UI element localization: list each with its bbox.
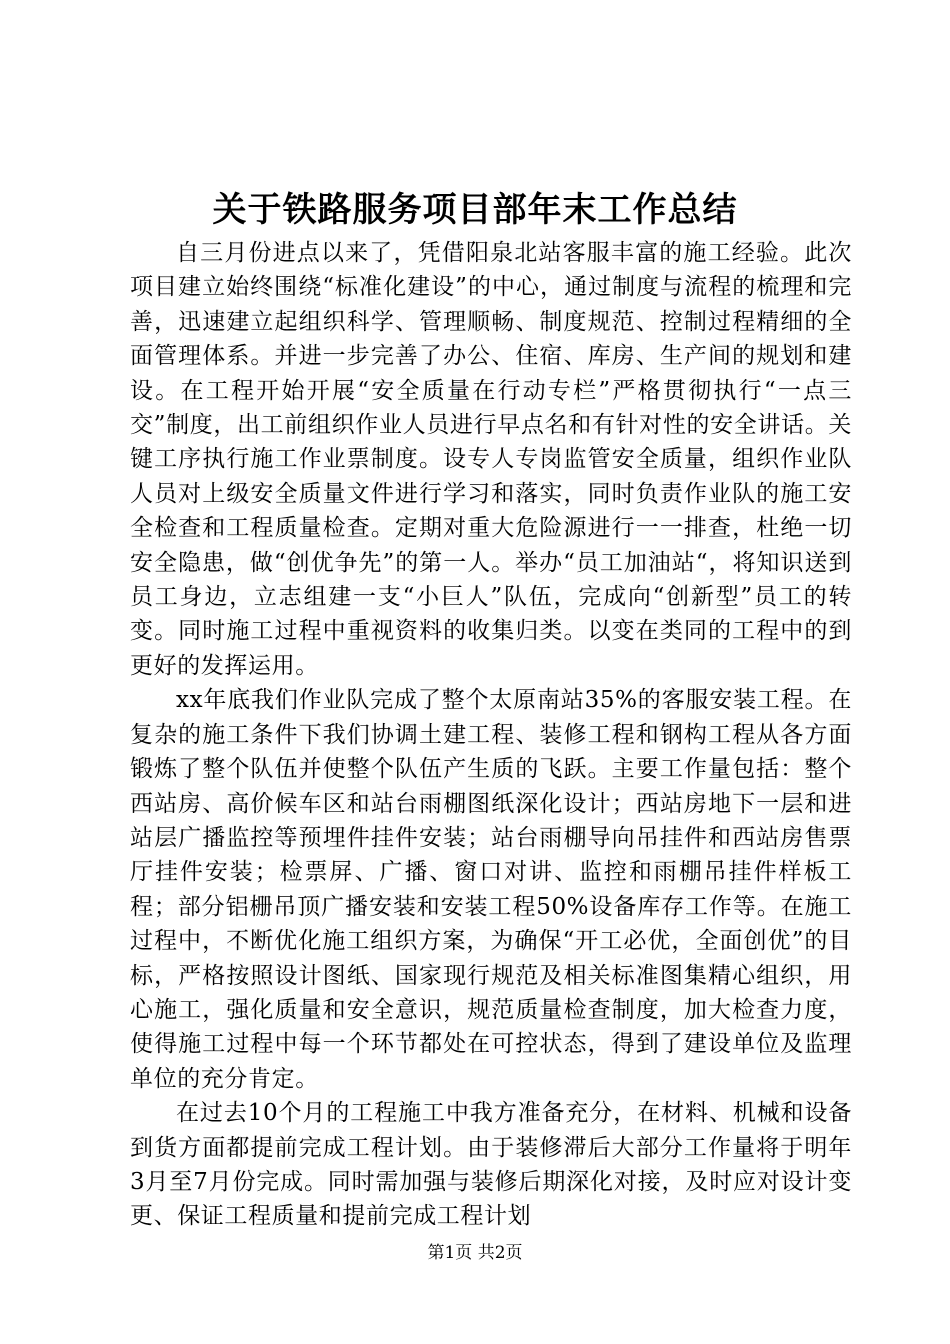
document-body [130,236,852,1234]
page-footer: 第1页 共2页 [427,1243,523,1263]
paragraph-1: 自三月份进点以来了，凭借阳泉北站客服丰富的施工经验。此次项目建立始终围绕“标准化建设”的中心，通过制度与流程的梳理和完善，迅速建立起组织科学、管理顺畅、制度规范、控制过程精细的全面管理体系。并进一步完善了办公、住宿、库房、生产间的规划和建设。在工程开始开展“安全质量在行动专栏”严格贯彻执行“一点三交”制度，出工前组织作业人员进行早点名和有针对性的安全讲话。关键工序执行施工作业票制度。设专人专岗监管安全质量，组织作业队人员对上级安全质量文件进行学习和落实，同时负责作业队的施工安全检查和工程质量检查。定期对重大危险源进行一一排查，杜绝一切安全隐患，做“创优争先”的第一人。举办“员工加油站“，将知识送到员工身边，立志组建一支“小巨人”队伍，完成向“创新型”员工的转变。同时施工过程中重视资料的收集归类。以变在类同的工程中的到更好的发挥运用。 [130,240,852,679]
paragraph-3: 在过去10个月的工程施工中我方准备充分，在材料、机械和设备到货方面都提前完成工程计划。由于装修滞后大部分工作量将于明年3月至7月份完成。同时需加强与装修后期深化对接，及时应对设计变更、保证工程质量和提前完成工程计划 [130,1100,852,1230]
document-title: 关于铁路服务项目部年末工作总结 [212,190,738,230]
paragraph-2: xx年底我们作业队完成了整个太原南站35%的客服安装工程。在复杂的施工条件下我们协调土建工程、装修工程和钢构工程从各方面锻炼了整个队伍并使整个队伍产生质的飞跃。主要工作量包括：整个西站房、高价候车区和站台雨棚图纸深化设计；西站房地下一层和进站层广播监控等预埋件挂件安装；站台雨棚导向吊挂件和西站房售票厅挂件安装；检票屏、广播、窗口对讲、监控和雨棚吊挂件样板工程；部分铝栅吊顶广播安装和安装工程50%设备库存工作等。在施工过程中，不断优化施工组织方案，为确保“开工必优，全面创优”的目标，严格按照设计图纸、国家现行规范及相关标准图集精心组织，用心施工，强化质量和安全意识，规范质量检查制度，加大检查力度，使得施工过程中每一个环节都处在可控状态，得到了建设单位及监理单位的充分肯定。 [130,687,852,1092]
